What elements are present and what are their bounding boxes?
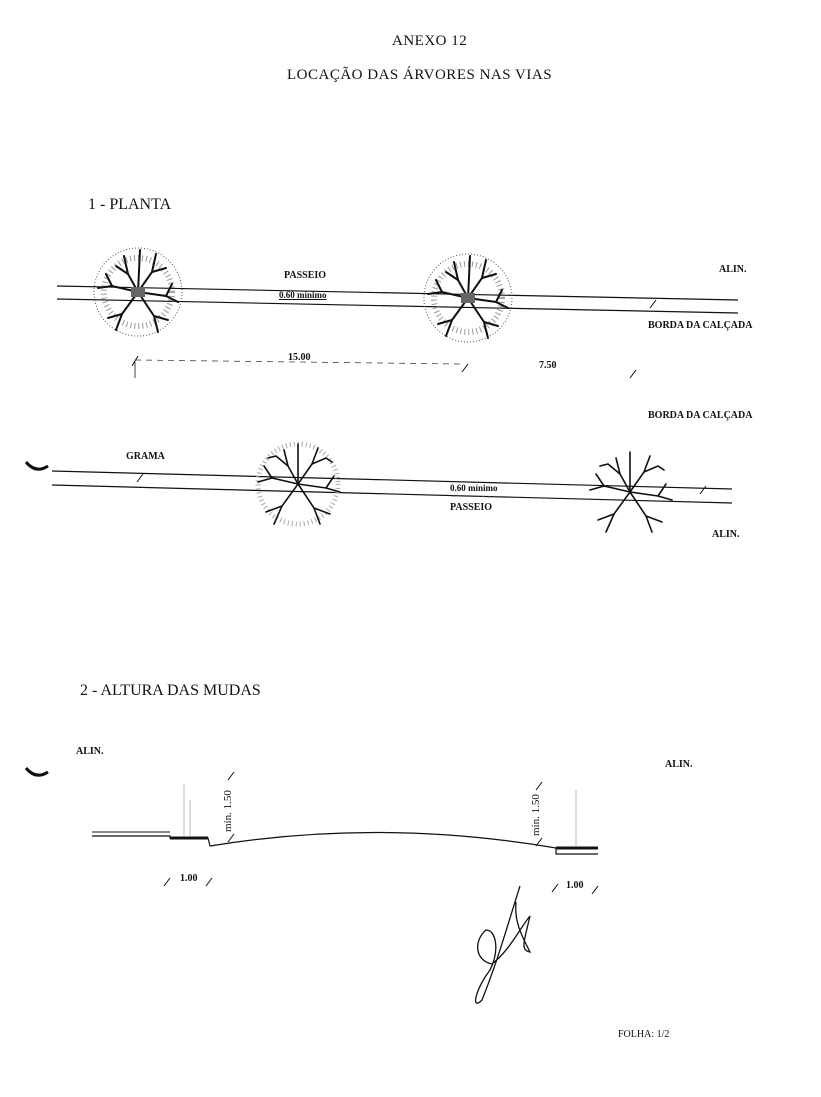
section-altura-heading: 2 - ALTURA DAS MUDAS: [80, 682, 261, 699]
plan-b-alin-label: ALIN.: [712, 529, 740, 540]
profile-alin-left-label: ALIN.: [76, 746, 104, 757]
plan-a-borda-line: [57, 299, 738, 313]
signature: [476, 886, 530, 1003]
profile-min-height-right: mín. 1.50: [530, 794, 542, 836]
punch-hole-mark-1: [26, 462, 48, 469]
page-title: LOCAÇÃO DAS ÁRVORES NAS VIAS: [287, 67, 553, 83]
plan-a-passeio-label: PASSEIO: [284, 270, 327, 281]
plan-a-alin-label: ALIN.: [719, 264, 747, 275]
profile-alin-right-label: ALIN.: [665, 759, 693, 770]
plan-b-borda-label: BORDA DA CALÇADA: [648, 410, 753, 421]
annex-number: ANEXO 12: [392, 33, 468, 49]
plan-a-borda-label: BORDA DA CALÇADA: [648, 320, 753, 331]
plan-b-tree-2: [590, 452, 672, 532]
plan-a-tree-1: [94, 248, 182, 336]
sheet-number: FOLHA: 1/2: [618, 1029, 670, 1040]
profile-min-height-left: mín. 1.50: [222, 790, 234, 832]
plan-a-tree-2: [424, 254, 512, 342]
plan-a-alinhamento-line: [57, 286, 738, 300]
punch-hole-mark-2: [26, 768, 48, 775]
plan-a-dimension-15: 15.00: [288, 352, 311, 363]
plan-b-passeio-label: PASSEIO: [450, 502, 493, 513]
profile-dimension-left: 1.00: [180, 873, 198, 884]
plan-b-min-width-label: 0.60 mínimo: [450, 483, 498, 493]
profile-dimension-right: 1.00: [566, 880, 584, 891]
plan-a-dimension-7-5: 7.50: [539, 360, 557, 371]
profile-section-line: [92, 832, 598, 854]
plan-a-min-width-label: 0.60 mínimo: [279, 290, 327, 300]
plan-b-tree-1: [258, 444, 340, 524]
plan-b-grama-label: GRAMA: [126, 451, 165, 462]
section-planta-heading: 1 - PLANTA: [88, 196, 172, 213]
